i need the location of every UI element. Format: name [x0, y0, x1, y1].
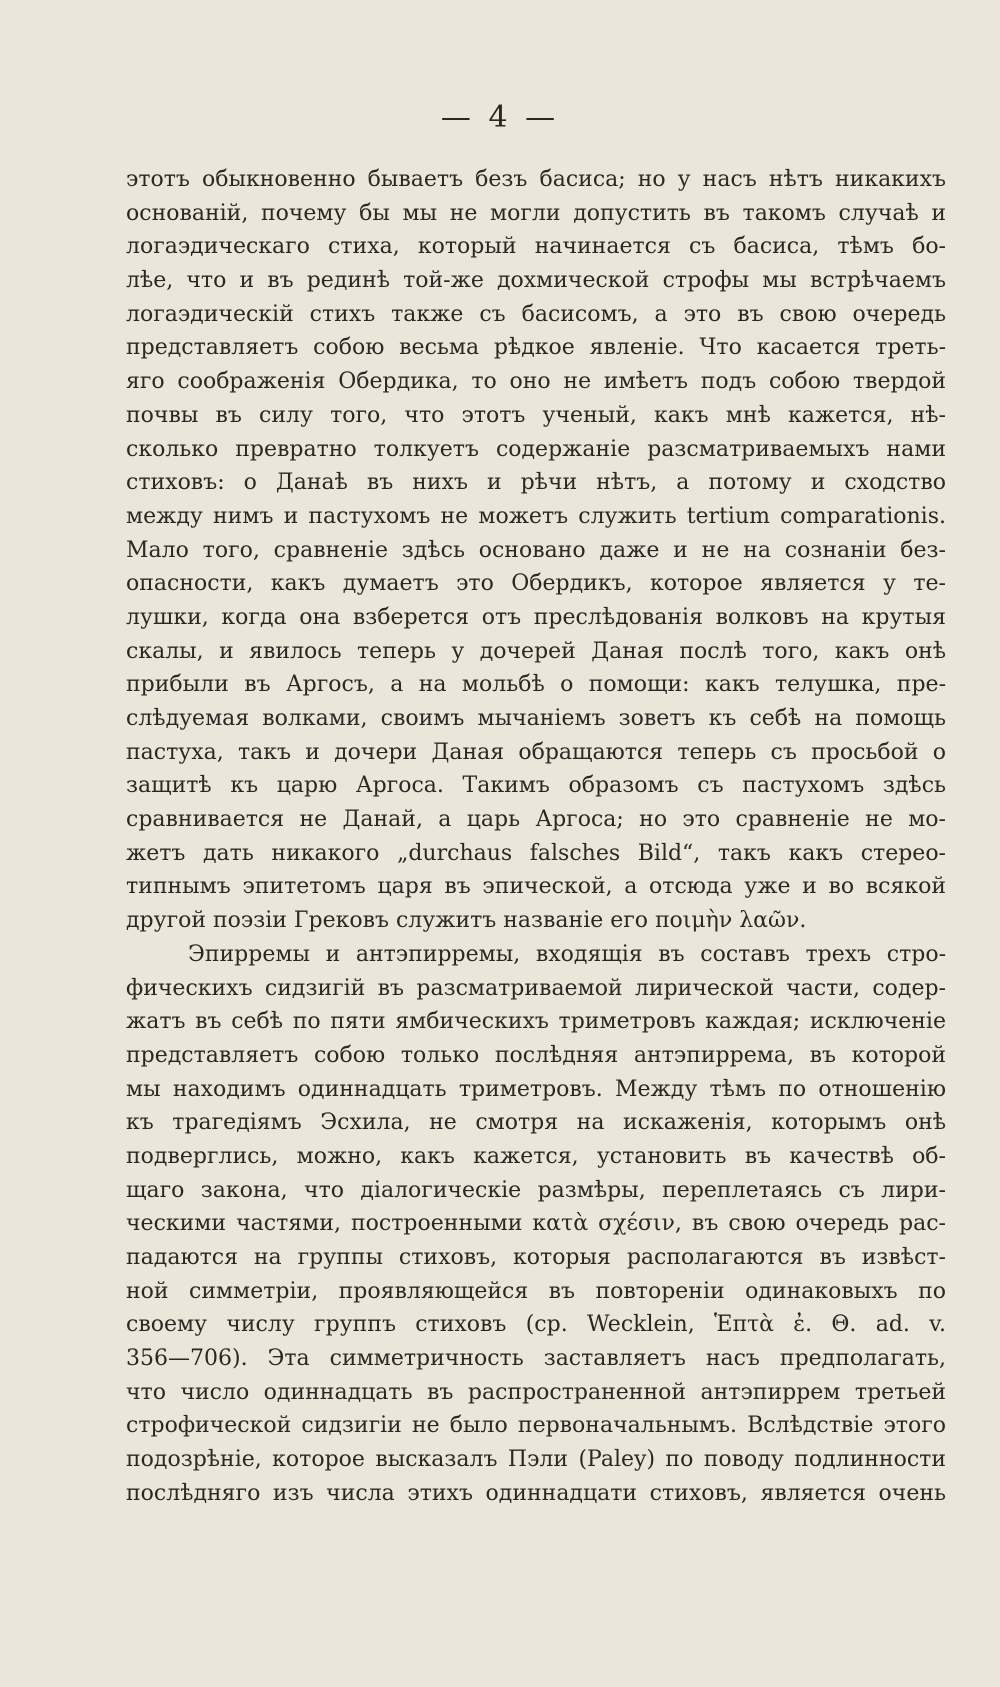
- text-line: сколько превратно толкуетъ содержаніе разсматриваемыхъ нами: [126, 436, 946, 462]
- text-line: между нимъ и пастухомъ не можетъ служить tertium comparationis.: [126, 503, 946, 529]
- text-line: жетъ дать никакого „durchaus falsches Bild“, такъ какъ стерео-: [126, 840, 946, 866]
- text-line: другой поэзіи Грековъ служитъ названіе его ποιμὴν λαῶν.: [126, 908, 807, 934]
- text-line: послѣдняго изъ числа этихъ одиннадцати стиховъ, является очень: [126, 1480, 946, 1506]
- text-line: слѣдуемая волками, своимъ мычаніемъ зоветъ къ себѣ на помощь: [126, 706, 946, 731]
- text-line: жатъ въ себѣ по пяти ямбическихъ триметровъ каждая; исключеніе: [126, 1009, 946, 1035]
- text-line: представляетъ собою весьма рѣдкое явленіе. Что касается треть-: [126, 335, 946, 361]
- body-text: [126, 163, 946, 1511]
- paragraph: [126, 163, 946, 938]
- text-line: защитѣ къ царю Аргоса. Такимъ образомъ съ пастухомъ здѣсь: [126, 773, 946, 799]
- text-line: пастуха, такъ и дочери Даная обращаются теперь съ просьбой о: [126, 739, 946, 765]
- text-line: опасности, какъ думаетъ это Обердикъ, которое является у те-: [126, 571, 946, 597]
- text-line: къ трагедіямъ Эсхила, не смотря на искаженія, которымъ онѣ: [126, 1110, 946, 1136]
- text-line: что число одиннадцать въ распространенной антэпиррем третьей: [126, 1379, 946, 1405]
- text-line: типнымъ эпитетомъ царя въ эпической, а отсюда уже и во всякой: [126, 874, 946, 900]
- text-line: скалы, и явилось теперь у дочерей Даная послѣ того, какъ онѣ: [126, 638, 946, 664]
- text-line: Эпирремы и антэпирремы, входящія въ составъ трехъ стро-: [188, 941, 946, 967]
- text-line: подозрѣніе, которое высказалъ Пэли (Paley) по поводу подлинности: [126, 1447, 946, 1473]
- text-line: этотъ обыкновенно бываетъ безъ басиса; но у насъ нѣтъ никакихъ: [126, 167, 946, 192]
- text-line: падаются на группы стиховъ, которыя располагаются въ извѣст-: [126, 1245, 946, 1270]
- text-line: представляетъ собою только послѣдняя антэпиррема, въ которой: [126, 1042, 946, 1068]
- text-line: мы находимъ одиннадцать триметровъ. Между тѣмъ по отношенію: [126, 1076, 946, 1102]
- text-line: 356—706). Эта симметричность заставляетъ насъ предполагать,: [126, 1346, 946, 1372]
- paragraph: [126, 938, 946, 1511]
- text-line: основаній, почему бы мы не могли допустить въ такомъ случаѣ и: [126, 200, 946, 226]
- text-line: яго соображенія Обердика, то оно не имѣетъ подъ собою твердой: [126, 369, 946, 395]
- text-line: строфической сидзигіи не было первоначальнымъ. Вслѣдствіе этого: [126, 1413, 946, 1439]
- text-line: почвы въ силу того, что этотъ ученый, какъ мнѣ кажется, нѣ-: [126, 402, 946, 428]
- text-line: ной симметріи, проявляющейся въ повтореніи одинаковыхъ по: [126, 1278, 946, 1304]
- text-line: Мало того, сравненіе здѣсь основано даже и не на сознаніи без-: [126, 537, 946, 563]
- text-line: логаэдическій стихъ также съ басисомъ, а это въ свою очередь: [126, 301, 946, 327]
- text-line: своему числу группъ стиховъ (ср. Wecklein, Ἑπτὰ ἐ. Θ. ad. v.: [126, 1312, 946, 1338]
- page-number: — 4 —: [440, 100, 560, 135]
- text-line: сравнивается не Данай, а царь Аргоса; но это сравненіе не мо-: [126, 807, 946, 833]
- text-line: ческими частями, построенными κατὰ σχέσιν, въ свою очередь рас-: [126, 1211, 946, 1237]
- text-line: щаго закона, что діалогическіе размѣры, переплетаясь съ лири-: [126, 1177, 946, 1203]
- text-line: лѣе, что и въ рединѣ той-же дохмической строфы мы встрѣчаемъ: [126, 268, 946, 294]
- text-line: стиховъ: о Данаѣ въ нихъ и рѣчи нѣтъ, а потому и сходство: [126, 470, 946, 496]
- text-line: лушки, когда она взберется отъ преслѣдованія волковъ на крутыя: [126, 604, 946, 630]
- text-line: подверглись, можно, какъ кажется, установить въ качествѣ об-: [126, 1143, 946, 1169]
- text-line: логаэдическаго стиха, который начинается съ басиса, тѣмъ бо-: [126, 234, 946, 260]
- text-line: фическихъ сидзигій въ разсматриваемой лирической части, содер-: [126, 975, 946, 1001]
- text-line: прибыли въ Аргосъ, а на мольбѣ о помощи: какъ телушка, пре-: [126, 672, 946, 698]
